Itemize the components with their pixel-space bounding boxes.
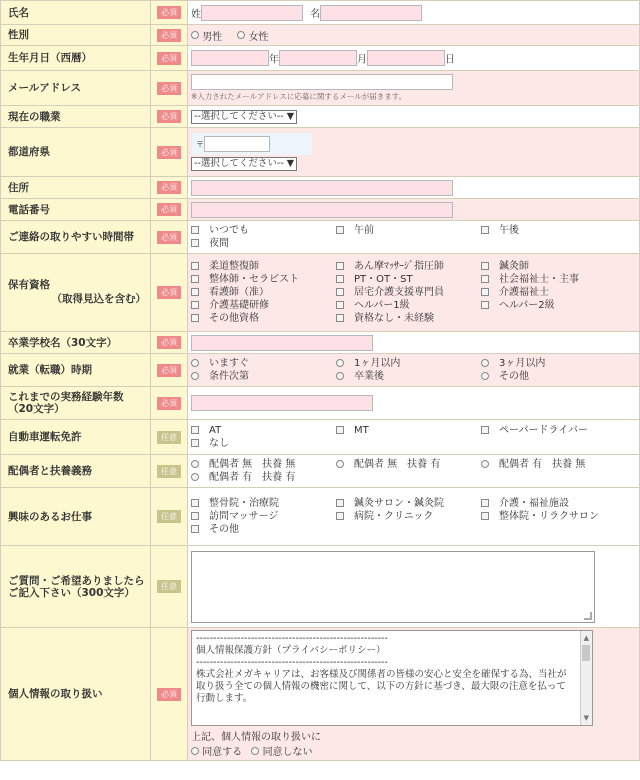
postal-box [192,133,312,155]
row-contact-time [1,221,640,254]
row-email [1,71,640,106]
interest-checkbox[interactable] [481,512,489,520]
license-checkbox[interactable] [336,301,344,309]
driving-checkbox[interactable] [191,426,199,434]
required-badge: 必須 [157,336,181,349]
option-item: 介護基礎研修 [191,299,336,312]
option-item: その他 [481,370,621,383]
required-badge: 必須 [157,181,181,194]
optional-badge: 任意 [157,510,181,523]
option-item: 配偶者 無 扶養 有 [336,458,481,471]
option-item: 整体師・セラピスト [191,273,336,286]
license-checkbox[interactable] [191,275,199,283]
interest-checkbox[interactable] [481,499,489,507]
option-item: その他資格 [191,312,336,325]
start-radio[interactable] [191,372,199,380]
label-spouse: 配偶者と扶養義務 [1,455,151,488]
label-gender: 性別 [1,25,151,46]
license-checkbox[interactable] [336,275,344,283]
option-item: いつでも [191,224,336,237]
license-checkbox[interactable] [481,262,489,270]
interest-checkbox[interactable] [336,512,344,520]
label-start: 就業（転職）時期 [1,354,151,387]
contact-checkbox[interactable] [336,226,344,234]
required-badge: 必須 [157,110,181,123]
option-item: 柔道整復師 [191,260,336,273]
option-item: なし [191,437,336,450]
start-radio[interactable] [336,359,344,367]
option-item: 配偶者 有 扶養 有 [191,471,336,484]
label-job: 現在の職業 [1,106,151,128]
driving-checkbox[interactable] [191,439,199,447]
contact-checkbox[interactable] [481,226,489,234]
option-item: 社会福祉士・主事 [481,273,621,286]
prefecture-select[interactable]: --選択してください-- ▼ [191,157,297,171]
option-item: いますぐ [191,357,336,370]
birth-year-input[interactable] [191,50,269,66]
driving-checkbox[interactable] [481,426,489,434]
option-item: 介護福祉士 [481,286,621,299]
required-badge: 必須 [157,203,181,216]
option-item: 1ヶ月以内 [336,357,481,370]
required-badge: 必須 [157,688,181,701]
optional-badge: 任意 [157,465,181,478]
spouse-radio[interactable] [191,460,199,468]
spouse-radio[interactable] [481,460,489,468]
label-phone: 電話番号 [1,199,151,221]
row-name [1,1,640,25]
row-driving [1,420,640,455]
license-checkbox[interactable] [336,314,344,322]
license-checkbox[interactable] [336,262,344,270]
privacy-policy-box[interactable]: -------------------------------------------------------- 個人情報保護方針（プライバシーポリシー） -------------------------------------------------------- 株式会社メガキャリアは、お客様及び関係者の皆様の安心と安全を確保する為、当社が取り扱う全ての個人情報の機密に関して、以下の方針に基づき、最大限の注意を払って行動します。 ▲ ▼ [191,630,593,726]
disagree-radio[interactable] [251,747,259,755]
agree-radio[interactable] [191,747,199,755]
address-input[interactable] [191,180,453,196]
postal-code-input[interactable] [204,136,270,152]
option-item: 3ヶ月以内 [481,357,621,370]
row-gender [1,25,640,46]
row-phone [1,199,640,221]
scroll-down-icon[interactable]: ▼ [583,714,589,722]
phone-input[interactable] [191,202,453,218]
row-question [1,546,640,628]
option-item: 午前 [336,224,481,237]
required-badge: 必須 [157,52,181,65]
license-checkbox[interactable] [191,262,199,270]
label-question: ご質問・ご希望ありましたらご記入下さい（300文字） [1,546,151,628]
resize-grip-icon[interactable] [584,612,592,620]
required-badge: 必須 [157,231,181,244]
license-checkbox[interactable] [191,301,199,309]
option-item: ヘルパー2級 [481,299,621,312]
label-privacy: 個人情報の取り扱い [1,628,151,761]
optional-badge: 任意 [157,580,181,593]
option-item: 介護・福祉施設 [481,497,621,510]
option-item: ペーパードライバー [481,424,621,437]
experience-input[interactable] [191,395,373,411]
start-radio[interactable] [481,359,489,367]
year-label: 年 [269,54,279,66]
school-input[interactable] [191,335,373,351]
gender-option-label: 女性 [248,31,269,43]
privacy-consent: 上記、個人情報の取り扱いに [191,732,321,743]
month-label: 月 [357,54,367,66]
option-item: 整体院・リラクサロン [481,510,621,523]
option-item: MT [336,424,481,437]
scroll-up-icon[interactable]: ▲ [583,634,589,642]
label-license: 保有資格 （取得見込を含む） [1,254,151,332]
required-badge: 必須 [157,82,181,95]
contact-checkbox[interactable] [191,239,199,247]
question-textarea[interactable] [191,551,595,623]
option-item: あん摩ﾏｯｻｰｼﾞ指圧師 [336,260,481,273]
row-privacy: 個人情報の取り扱い 必須 -------------------------------------------------------- 個人情報保護方針（プライバシーポリシー） -------------------------------------------------------- 株式会社メガキャリアは、お客様及び関係者の皆様の安心と安全を確保する為、当社が取り扱う全ての個人情報の機密に関して、以下の方針に基づき、最大限の注意を払って行動します。 ▲ ▼ 上記、個人情報の取り扱いに 同意する 同意しない [1,628,640,761]
scrollbar[interactable] [580,631,592,725]
row-address [1,177,640,199]
license-checkbox[interactable] [336,288,344,296]
required-badge: 必須 [157,29,181,42]
option-item: 整骨院・治療院 [191,497,336,510]
last-name-input[interactable] [201,5,303,21]
label-experience: これまでの実務経験年数（20文字） [1,387,151,420]
required-badge: 必須 [157,286,181,299]
first-name-input[interactable] [320,5,422,21]
option-item: 夜間 [191,237,336,250]
postal-mark: 〒 [196,139,204,149]
license-checkbox[interactable] [481,301,489,309]
interest-checkbox[interactable] [191,499,199,507]
row-birth [1,46,640,71]
label-driving: 自動車運転免許 [1,420,151,455]
mei-label: 名 [310,9,321,20]
day-label: 日 [445,54,455,66]
option-item: AT [191,424,336,437]
option-item: 資格なし・未経験 [336,312,481,325]
option-item: 午後 [481,224,621,237]
row-pref [1,128,640,177]
row-job [1,106,640,128]
start-radio[interactable] [336,372,344,380]
privacy-body: 株式会社メガキャリアは、お客様及び関係者の皆様の安心と安全を確保する為、当社が取り扱う全ての個人情報の機密に関して、以下の方針に基づき、最大限の注意を払って行動します。 [196,669,567,704]
spouse-radio[interactable] [336,460,344,468]
label-school: 卒業学校名（30文字） [1,332,151,354]
required-badge: 必須 [157,397,181,410]
start-radio[interactable] [481,372,489,380]
gender-female-radio[interactable] [237,31,245,39]
option-item: 病院・クリニック [336,510,481,523]
label-email: メールアドレス [1,71,151,106]
row-spouse [1,455,640,488]
required-badge: 必須 [157,6,181,19]
label-interest: 興味のあるお仕事 [1,488,151,546]
required-badge: 必須 [157,146,181,159]
label-contact-time: ご連絡の取りやすい時間帯 [1,221,151,254]
birth-month-input[interactable] [279,50,357,66]
option-item: PT・OT・ST [336,273,481,286]
label-address: 住所 [1,177,151,199]
license-checkbox[interactable] [191,288,199,296]
row-license [1,254,640,332]
birth-day-input[interactable] [367,50,445,66]
option-item: 看護師（准） [191,286,336,299]
interest-checkbox[interactable] [336,499,344,507]
start-radio[interactable] [191,359,199,367]
option-item: 条件次第 [191,370,336,383]
license-checkbox[interactable] [481,288,489,296]
privacy-title: 個人情報保護方針（プライバシーポリシー） [196,645,386,656]
row-school [1,332,640,354]
option-item: 卒業後 [336,370,481,383]
option-item: ヘルパー1級 [336,299,481,312]
gender-option-label: 男性 [202,31,223,43]
option-item: 訪問マッサージ [191,510,336,523]
license-checkbox[interactable] [191,314,199,322]
row-start [1,354,640,387]
interest-checkbox[interactable] [191,525,199,533]
option-item: 鍼灸師 [481,260,621,273]
scroll-thumb[interactable] [582,645,590,661]
label-name: 氏名 [1,1,151,25]
gender-male-radio[interactable] [191,31,199,39]
option-item: 居宅介護支援専門員 [336,286,481,299]
license-checkbox[interactable] [481,275,489,283]
option-item: 配偶者 無 扶養 無 [191,458,336,471]
optional-badge: 任意 [157,431,181,444]
option-item: 配偶者 有 扶養 無 [481,458,621,471]
spouse-radio[interactable] [191,473,199,481]
option-item: 鍼灸サロン・鍼灸院 [336,497,481,510]
email-input[interactable] [191,74,453,90]
email-note: ※入力されたメールアドレスに応募に関するメールが届きます。 [191,92,407,101]
job-select[interactable]: --選択してください-- ▼ [191,110,297,124]
sei-label: 姓 [191,9,201,20]
contact-checkbox[interactable] [191,226,199,234]
interest-checkbox[interactable] [191,512,199,520]
label-pref: 都道府県 [1,128,151,177]
row-interest [1,488,640,546]
row-experience [1,387,640,420]
required-badge: 必須 [157,364,181,377]
option-item: その他 [191,523,336,536]
driving-checkbox[interactable] [336,426,344,434]
label-birth: 生年月日（西暦） [1,46,151,71]
